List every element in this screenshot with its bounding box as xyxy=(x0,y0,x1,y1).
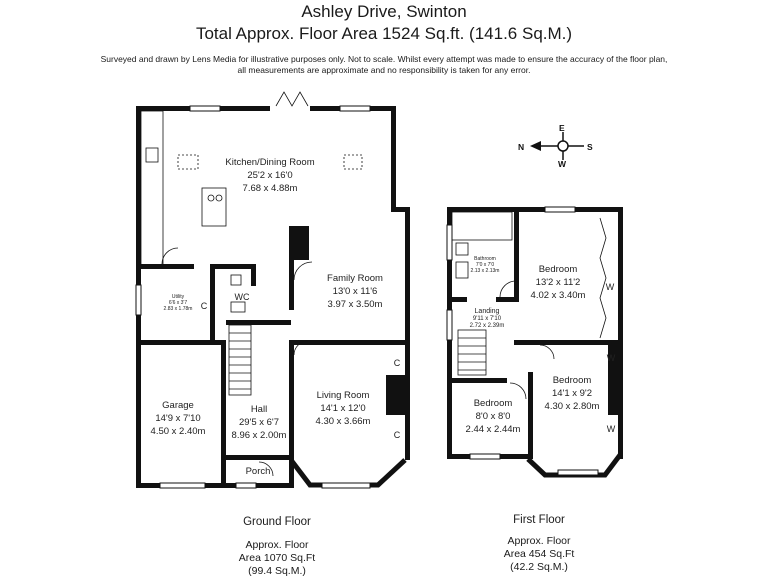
compass-e: E xyxy=(559,123,565,133)
ground-floor-area-1: Approx. Floor xyxy=(245,539,309,551)
gf-kitchen-worktop xyxy=(141,111,163,266)
gf-window-kitchen-2 xyxy=(340,106,370,111)
gf-kitchen-sink xyxy=(146,148,158,162)
ff-door-bed3 xyxy=(540,345,554,359)
compass-s: S xyxy=(587,142,593,152)
ff-bathroom-imperial: 7'0 x 7'0 xyxy=(475,262,495,268)
gf-living-name: Living Room xyxy=(316,390,370,401)
gf-kitchen-name: Kitchen/Dining Room xyxy=(225,157,315,168)
ground-floor-plan xyxy=(136,92,410,488)
ground-floor-area-3: (99.4 Sq.M.) xyxy=(248,565,306,577)
gf-wall-garage-east xyxy=(221,340,226,488)
ff-bath-basin xyxy=(456,243,468,255)
page-title: Ashley Drive, Swinton xyxy=(301,2,467,21)
compass-w: W xyxy=(558,159,567,169)
gf-cupboard-living-2: C xyxy=(393,430,401,440)
ff-door-bath xyxy=(500,281,516,297)
gf-family-imperial: 13'0 x 11'6 xyxy=(332,286,378,297)
ff-bed1-metric: 4.02 x 3.40m xyxy=(530,290,586,301)
ff-bed3-metric: 4.30 x 2.80m xyxy=(544,401,600,412)
ff-bed1-imperial: 13'2 x 11'2 xyxy=(535,277,581,288)
ff-wall-bath-east xyxy=(514,207,519,297)
first-floor-caption xyxy=(489,514,589,574)
disclaimer-line-1: Surveyed and drawn by Lens Media for illustrative purposes only. Not to scale. Whilst every attempt was made to ensure the accuracy of the floor plan, xyxy=(100,54,668,64)
ff-bed2-metric: 2.44 x 2.44m xyxy=(465,424,521,435)
first-floor-label: First Floor xyxy=(513,514,565,526)
gf-stairs xyxy=(229,325,251,395)
first-floor-area-3: (42.2 Sq.M.) xyxy=(510,561,568,573)
gf-wall-wc-east xyxy=(251,264,256,286)
gf-utility-imperial: 6'6 x 3'7 xyxy=(168,300,188,306)
disclaimer-line-2: all measurements are approximate and no responsibility is taken for any error. xyxy=(237,65,531,75)
compass xyxy=(518,123,593,169)
ff-bathroom-metric: 2.13 x 2.13m xyxy=(470,268,500,274)
gf-window-kitchen-1 xyxy=(190,106,220,111)
gf-garage-metric: 4.50 x 2.40m xyxy=(150,426,206,437)
gf-window-porch xyxy=(236,483,256,488)
gf-living-imperial: 14'1 x 12'0 xyxy=(320,403,366,414)
ff-bathroom-name: Bathroom xyxy=(474,256,496,262)
ff-bathtub xyxy=(452,212,512,240)
gf-porch-name: Porch xyxy=(245,466,271,477)
gf-garage-imperial: 14'9 x 7'10 xyxy=(155,413,201,424)
gf-bifold-doors xyxy=(276,92,308,106)
gf-cupboard-utility: C xyxy=(200,301,208,311)
gf-wc-basin xyxy=(231,302,245,312)
gf-rooflight-1 xyxy=(178,155,198,169)
ff-landing-name: Landing xyxy=(474,308,500,315)
ff-bed1-name: Bedroom xyxy=(538,264,578,275)
gf-kitchen-metric: 7.68 x 4.88m xyxy=(242,183,298,194)
ff-wall-bed2-north xyxy=(447,378,507,383)
gf-wc-toilet xyxy=(231,275,241,285)
gf-wall-hall-north xyxy=(226,320,291,325)
ff-bed3-imperial: 14'1 x 9'2 xyxy=(551,388,593,399)
gf-wall-utility-north xyxy=(136,264,194,269)
gf-living-chimney xyxy=(386,375,406,415)
first-floor-area-1: Approx. Floor xyxy=(507,535,571,547)
gf-family-metric: 3.97 x 3.50m xyxy=(327,299,383,310)
ground-floor-area-2: Area 1070 Sq.Ft xyxy=(238,552,316,564)
total-floor-area: Total Approx. Floor Area 1524 Sq.ft. (141.6 Sq.M.) xyxy=(195,24,573,43)
gf-hall-name: Hall xyxy=(250,404,268,415)
gf-door-utility xyxy=(162,248,178,264)
first-floor-area-2: Area 454 Sq.Ft xyxy=(503,548,575,560)
ff-wardrobe-3: W xyxy=(606,424,616,434)
ff-wall-bath-south xyxy=(447,297,467,302)
compass-n: N xyxy=(518,142,525,152)
gf-chimney-breast xyxy=(289,226,309,260)
ff-wall-bath-south-2 xyxy=(496,297,519,302)
ff-window-bed3 xyxy=(558,470,598,475)
gf-garage-door xyxy=(160,483,205,488)
ff-wall-bed2-east xyxy=(528,372,533,459)
ff-wall-east xyxy=(618,207,623,459)
ff-wardrobe-1: W xyxy=(605,282,615,292)
ff-window-landing xyxy=(447,310,452,340)
gf-wall-east-upper xyxy=(391,106,396,210)
ff-landing-metric: 2.72 x 2.39m xyxy=(469,323,505,329)
ff-wardrobe-bed1 xyxy=(600,218,606,338)
compass-arrow-icon xyxy=(530,141,541,151)
gf-hall-imperial: 29'5 x 6'7 xyxy=(238,417,280,428)
ff-wall-bed1-south xyxy=(514,340,623,345)
gf-hall-metric: 8.96 x 2.00m xyxy=(231,430,287,441)
gf-rooflight-2 xyxy=(344,155,362,169)
gf-wall-porch-north xyxy=(226,455,291,460)
gf-family-name: Family Room xyxy=(327,273,383,284)
ff-window-bed2 xyxy=(470,454,500,459)
gf-hob xyxy=(208,195,214,201)
gf-utility-name: Utility xyxy=(171,294,185,300)
gf-window-living-bay xyxy=(322,483,370,488)
gf-bay-window xyxy=(291,460,405,485)
gf-living-metric: 4.30 x 3.66m xyxy=(315,416,371,427)
gf-window-utility xyxy=(136,285,141,315)
ground-floor-caption xyxy=(227,516,327,578)
ff-bed2-imperial: 8'0 x 8'0 xyxy=(475,411,511,422)
gf-wall-wc-north xyxy=(215,264,255,269)
ff-bath-toilet xyxy=(456,262,468,278)
ff-window-bath xyxy=(447,225,452,260)
gf-garage-name: Garage xyxy=(162,400,194,411)
gf-utility-metric: 2.83 x 1.78m xyxy=(163,306,193,312)
ff-window-bed1 xyxy=(545,207,575,212)
ff-stairs xyxy=(458,330,486,375)
gf-door-family xyxy=(294,262,312,280)
gf-wc-name: WC xyxy=(234,292,250,302)
ff-bed3-name: Bedroom xyxy=(552,375,592,386)
gf-cupboard-living-1: C xyxy=(393,358,401,368)
ff-door-bed2 xyxy=(510,383,526,399)
gf-wall-utility-east xyxy=(210,264,215,344)
gf-wall-east-mid xyxy=(405,207,410,345)
ff-bed2-name: Bedroom xyxy=(473,398,513,409)
first-floor-plan xyxy=(447,207,623,475)
ff-wall-north xyxy=(447,207,623,212)
ff-landing-imperial: 9'11 x 7'10 xyxy=(472,316,502,322)
gf-kitchen-island xyxy=(202,188,226,226)
ground-floor-label: Ground Floor xyxy=(243,516,311,528)
ff-wardrobe-2: W xyxy=(606,353,616,363)
gf-kitchen-imperial: 25'2 x 16'0 xyxy=(247,170,293,181)
